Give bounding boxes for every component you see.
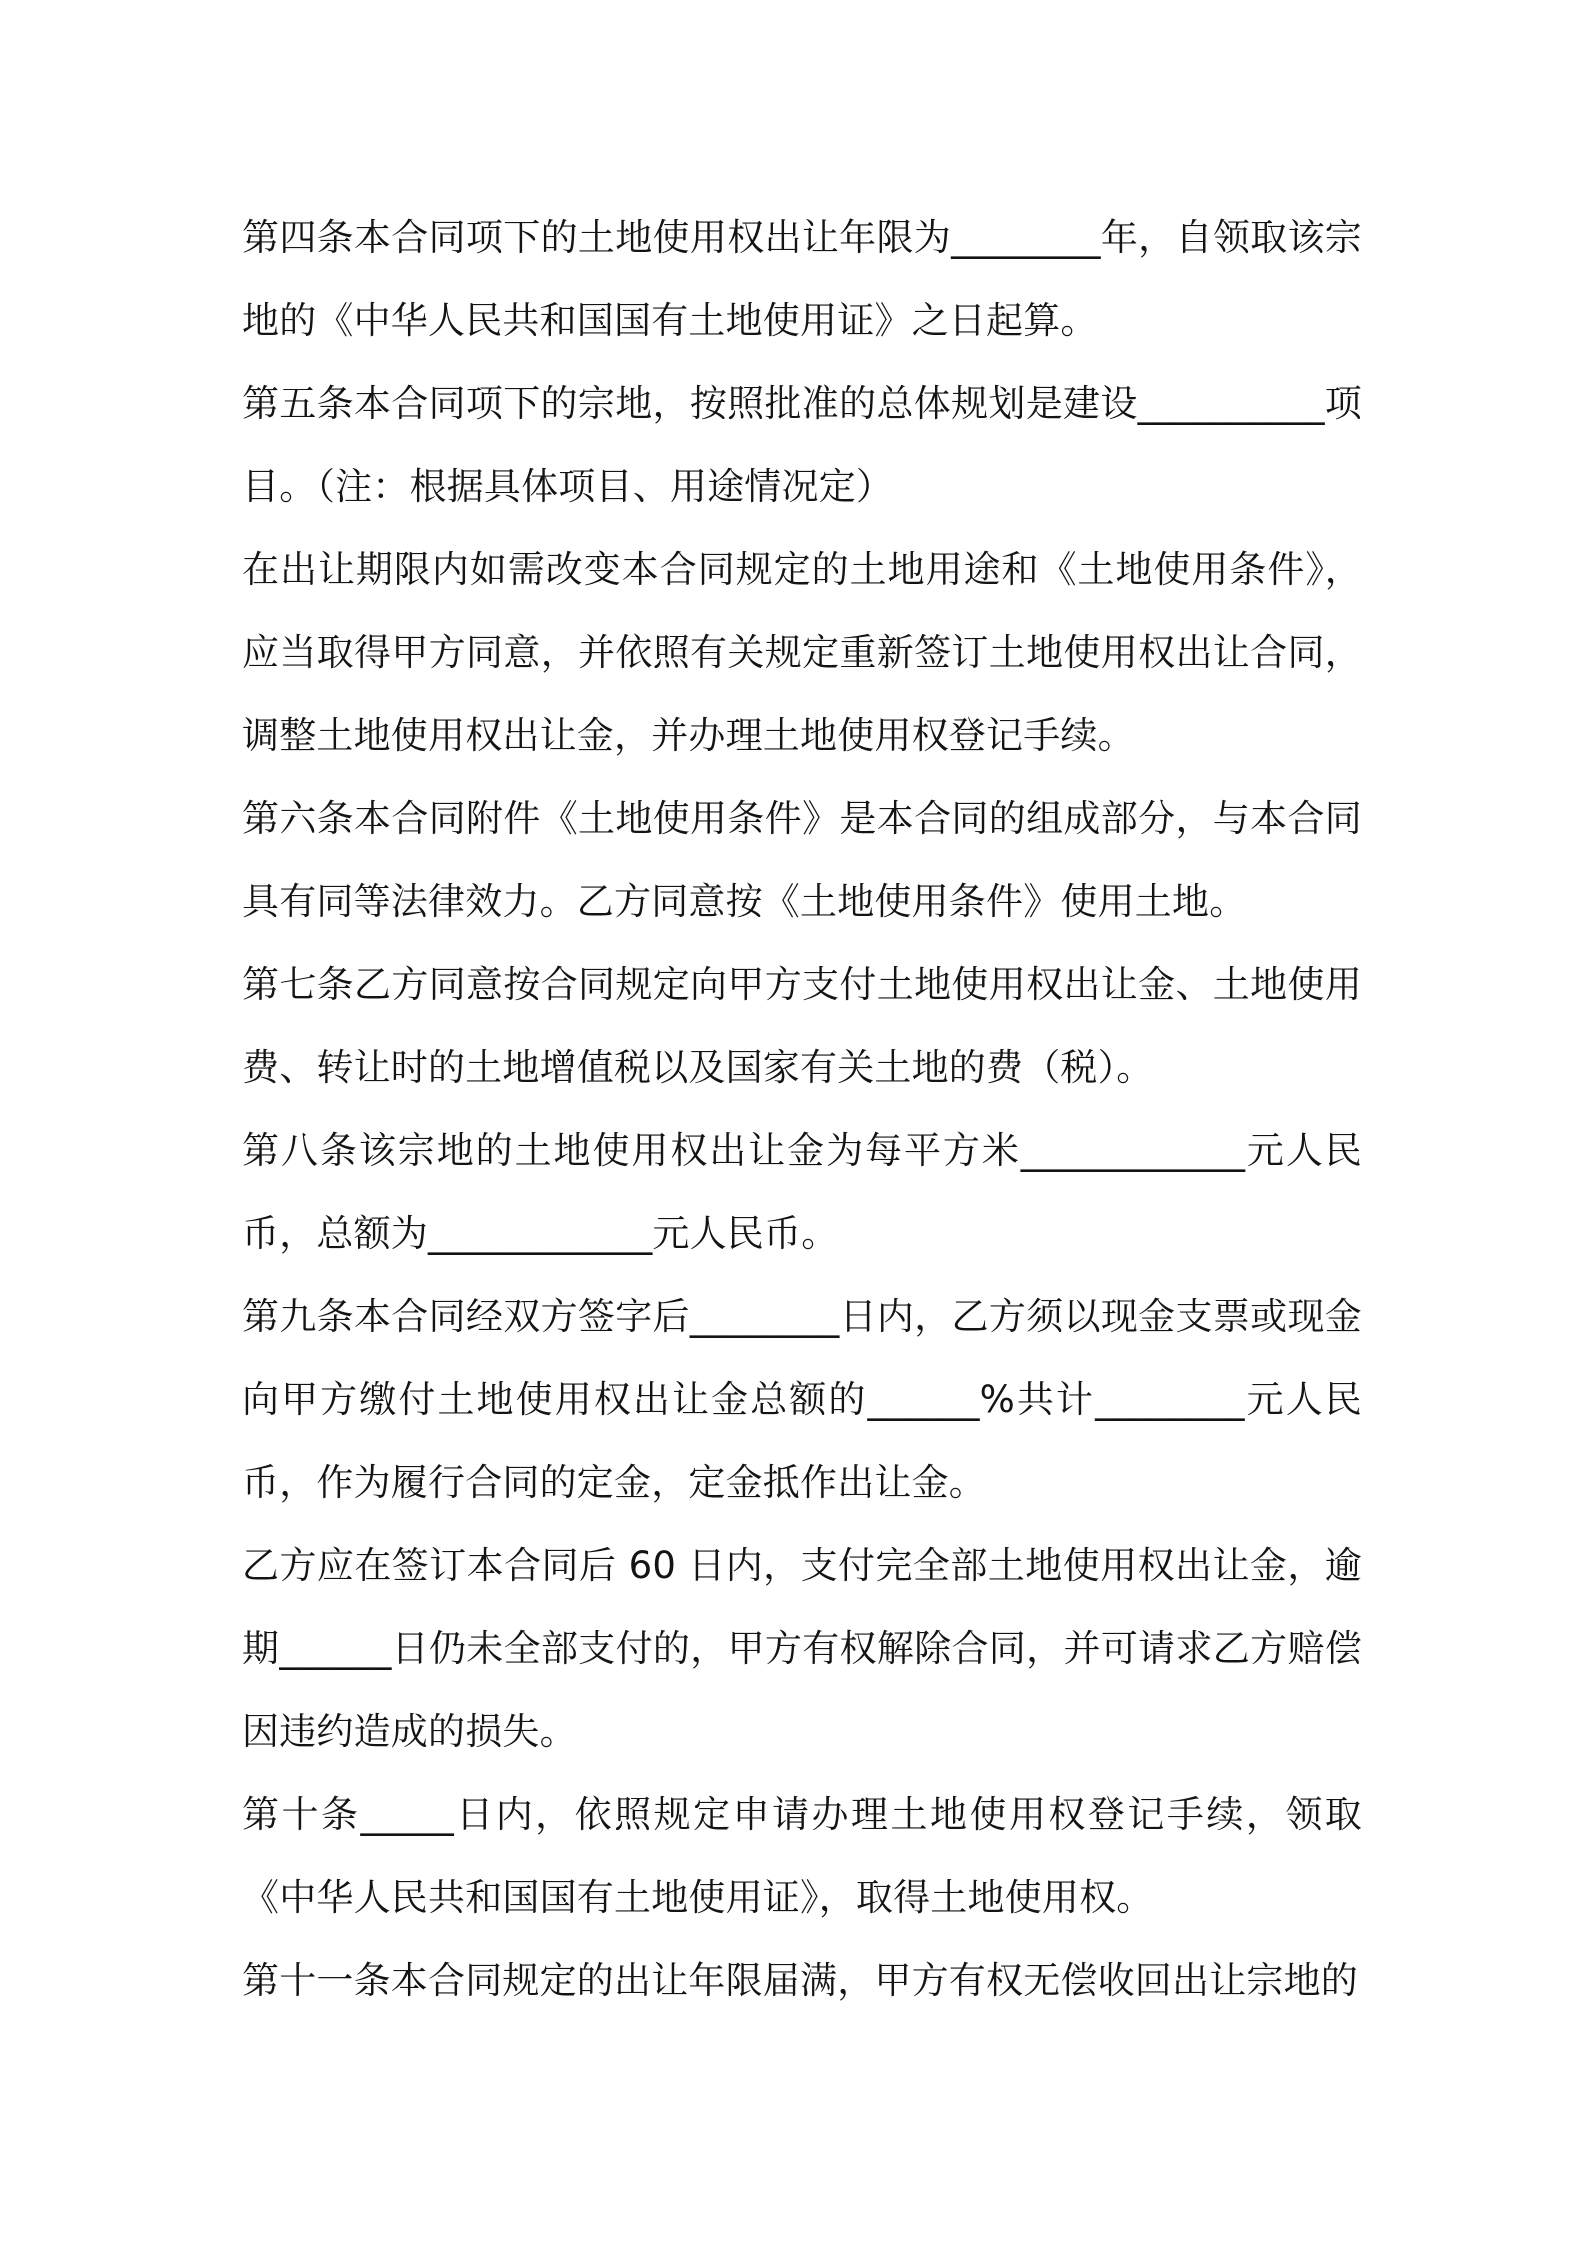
article-6-paragraph: 第六条本合同附件《土地使用条件》是本合同的组成部分，与本合同具有同等法律效力。乙方同意按《土地使用条件》使用土地。 — [242, 797, 1362, 923]
article-7-paragraph: 第七条乙方同意按合同规定向甲方支付土地使用权出让金、土地使用费、转让时的土地增值税以及国家有关土地的费（税）。 — [242, 963, 1362, 1089]
article-9-paragraph: 第九条本合同经双方签字后________日内，乙方须以现金支票或现金向甲方缴付土地使用权出让金总额的______%共计________元人民币，作为履行合同的定金，定金抵作出让金。 — [242, 1295, 1362, 1504]
payment-deadline-paragraph: 乙方应在签订本合同后 60 日内，支付完全部土地使用权出让金，逾期______日仍未全部支付的，甲方有权解除合同，并可请求乙方赔偿因违约造成的损失。 — [242, 1544, 1362, 1753]
article-5-paragraph: 第五条本合同项下的宗地，按照批准的总体规划是建设__________项目。（注：根据具体项目、用途情况定） — [242, 382, 1362, 508]
article-11-paragraph: 第十一条本合同规定的出让年限届满，甲方有权无偿收回出让宗地的 — [242, 1959, 1358, 2002]
article-10-paragraph: 第十条_____日内，依照规定申请办理土地使用权登记手续，领取《中华人民共和国国有土地使用证》，取得土地使用权。 — [242, 1793, 1362, 1919]
article-8-paragraph: 第八条该宗地的土地使用权出让金为每平方米____________元人民币，总额为____________元人民币。 — [242, 1129, 1362, 1255]
land-use-change-paragraph: 在出让期限内如需改变本合同规定的土地用途和《土地使用条件》，应当取得甲方同意，并依照有关规定重新签订土地使用权出让合同，调整土地使用权出让金，并办理土地使用权登记手续。 — [242, 548, 1362, 757]
contract-body — [242, 196, 1362, 2022]
article-4-paragraph: 第四条本合同项下的土地使用权出让年限为________年，自领取该宗地的《中华人民共和国国有土地使用证》之日起算。 — [242, 216, 1362, 342]
